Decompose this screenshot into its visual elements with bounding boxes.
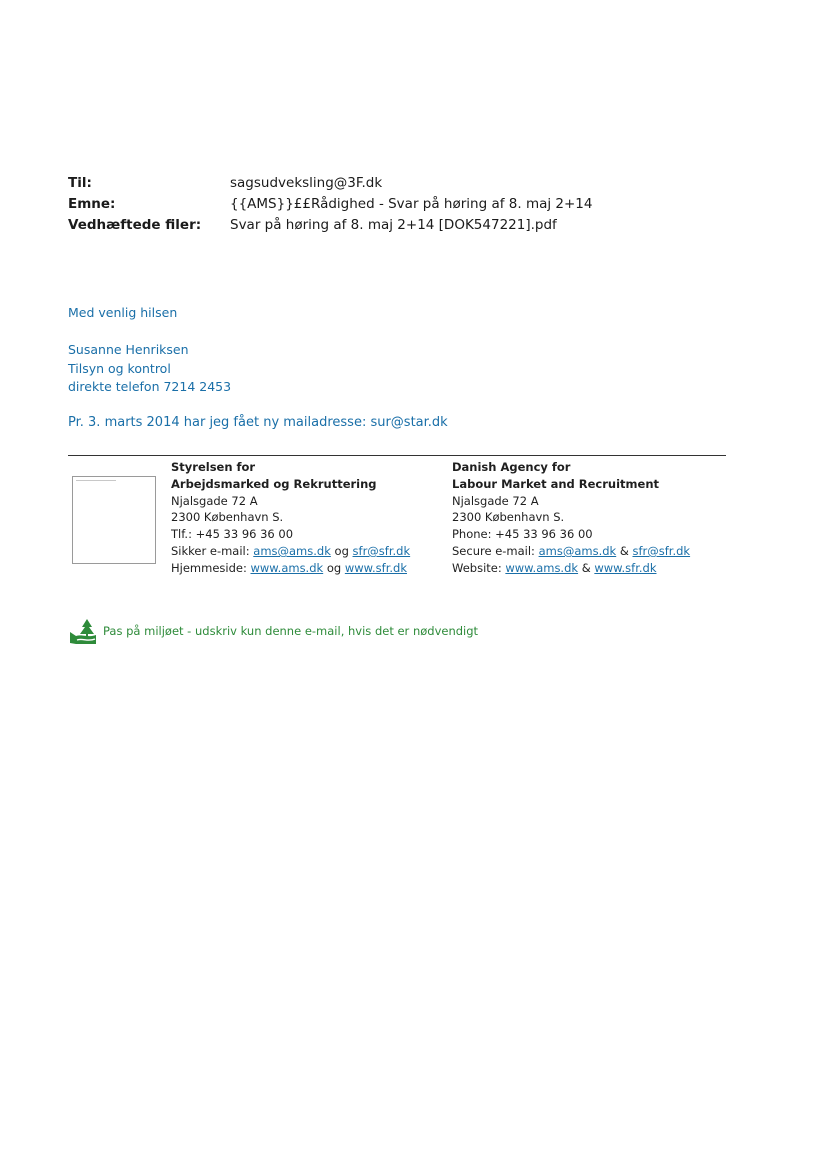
to-label: Til:: [68, 175, 92, 191]
eco-footer: [69, 617, 478, 645]
agency-en-web-sep: &: [578, 560, 595, 575]
tree-icon: [69, 617, 97, 645]
agency-da-web-link-1[interactable]: www.ams.dk: [250, 560, 324, 575]
agency-en-email-label: Secure e-mail:: [452, 543, 539, 558]
agency-english: [452, 459, 690, 577]
agency-en-email-link-1[interactable]: ams@ams.dk: [538, 543, 617, 558]
agency-da-web-link-2[interactable]: www.sfr.dk: [344, 560, 407, 575]
signature-block: [68, 341, 231, 397]
agency-en-web-link-2[interactable]: www.sfr.dk: [594, 560, 657, 575]
subject-value: {{AMS}}££Rådighed - Svar på høring af 8. maj 2+14: [230, 196, 593, 212]
agency-danish: [171, 459, 410, 577]
agency-da-email-sep: og: [330, 543, 353, 558]
agency-en-email-link-2[interactable]: sfr@sfr.dk: [632, 543, 691, 558]
signature-greeting: Med venlig hilsen: [68, 305, 178, 320]
signature-department: Tilsyn og kontrol: [68, 360, 171, 376]
agency-da-city: 2300 København S.: [171, 510, 284, 525]
logo-placeholder-line: [76, 480, 116, 484]
agency-da-phone: Tlf.: +45 33 96 36 00: [171, 527, 294, 542]
agency-da-web-sep: og: [323, 560, 345, 575]
signature-phone: direkte telefon 7214 2453: [68, 379, 232, 394]
agency-en-city: 2300 København S.: [452, 510, 565, 525]
agency-da-line1: Styrelsen for: [171, 460, 256, 474]
divider: [68, 455, 726, 456]
attachments-label: Vedhæftede filer:: [68, 217, 202, 233]
agency-da-web-row: [171, 560, 410, 577]
agency-da-email-label: Sikker e-mail:: [171, 543, 254, 558]
subject-label: Emne:: [68, 196, 116, 212]
agency-en-email-row: [452, 543, 690, 560]
email-header: [68, 173, 593, 236]
agency-en-email-sep: &: [616, 543, 633, 558]
agency-en-phone: Phone: +45 33 96 36 00: [452, 527, 593, 542]
signature-note: Pr. 3. marts 2014 har jeg fået ny mailadresse: sur@star.dk: [68, 415, 448, 430]
agency-en-web-link-1[interactable]: www.ams.dk: [505, 560, 579, 575]
agency-da-line2: Arbejdsmarked og Rekruttering: [171, 476, 377, 491]
agency-en-web-row: [452, 560, 690, 577]
agency-logo-placeholder: [72, 476, 156, 564]
agency-da-email-row: [171, 543, 410, 560]
agency-en-street: Njalsgade 72 A: [452, 493, 539, 508]
agency-en-line1: Danish Agency for: [452, 460, 571, 474]
attachments-value: Svar på høring af 8. maj 2+14 [DOK547221].pdf: [230, 217, 557, 233]
agency-da-email-link-1[interactable]: ams@ams.dk: [253, 543, 331, 558]
agency-da-email-link-2[interactable]: sfr@sfr.dk: [352, 543, 411, 558]
agency-da-web-label: Hjemmeside:: [171, 560, 251, 575]
to-value: sagsudveksling@3F.dk: [230, 175, 383, 191]
signature-name: Susanne Henriksen: [68, 342, 189, 357]
agency-en-line2: Labour Market and Recruitment: [452, 476, 660, 491]
agency-da-street: Njalsgade 72 A: [171, 493, 258, 508]
eco-note: Pas på miljøet - udskriv kun denne e-mail, hvis det er nødvendigt: [103, 624, 479, 638]
attachments-row: [68, 215, 593, 236]
subject-row: [68, 194, 593, 215]
agency-en-web-label: Website:: [452, 560, 506, 575]
to-row: [68, 173, 593, 194]
